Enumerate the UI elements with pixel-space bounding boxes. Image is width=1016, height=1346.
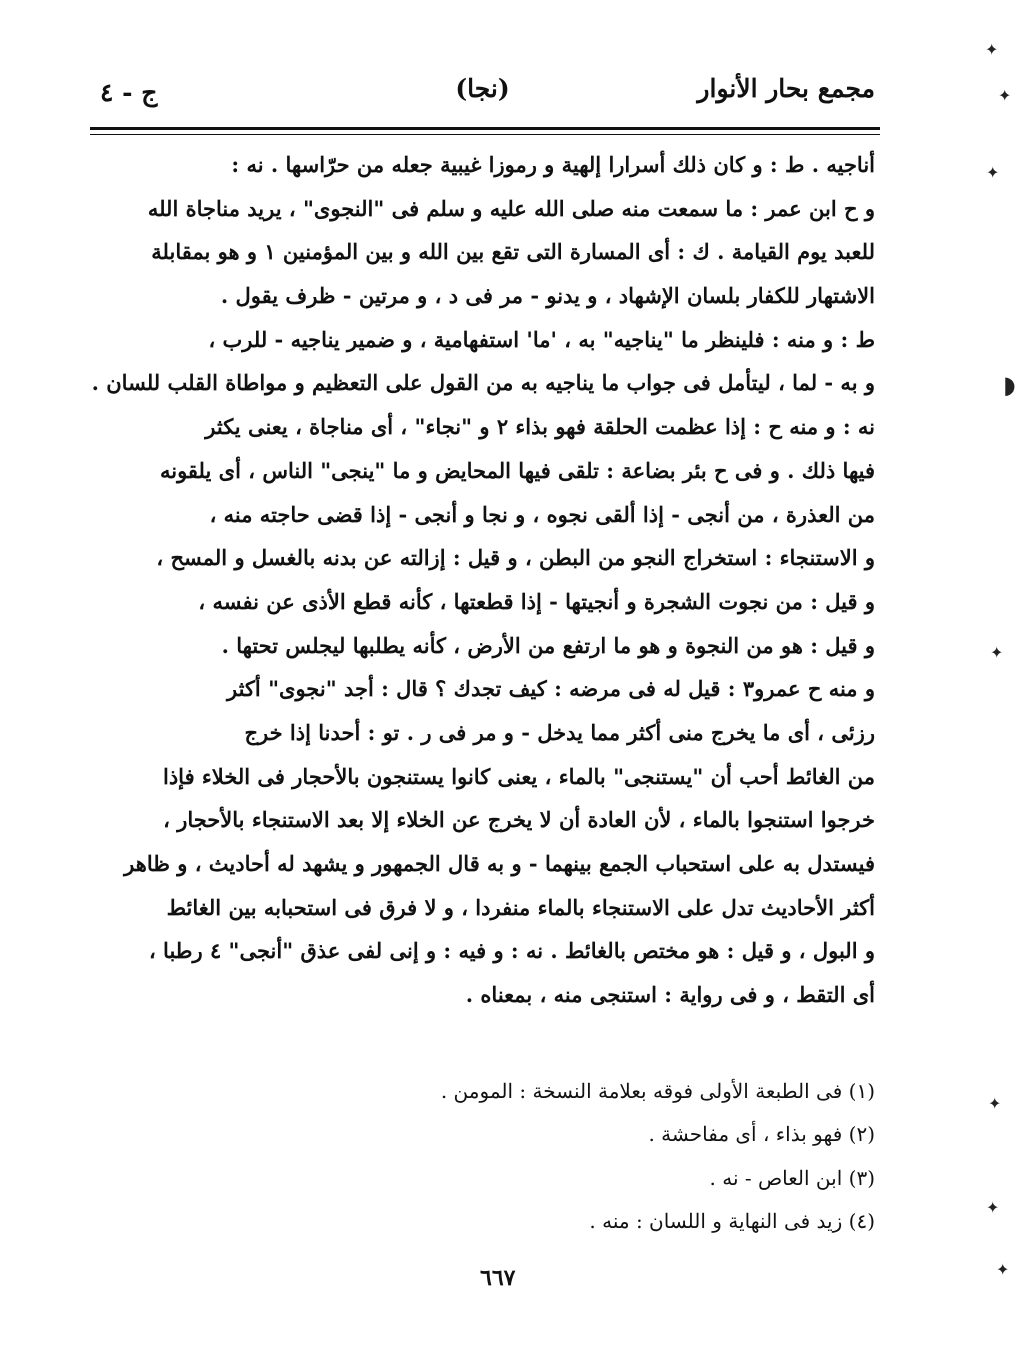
text-line: و قيل : من نجوت الشجرة و أنجيتها - إذا قطعتها ، كأنه قطع الأذى عن نفسه ، [198,588,875,614]
text-line: فيستدل به على استحباب الجمع بينهما - و به قال الجمهور و يشهد له أحاديث ، و ظاهر [124,851,875,876]
margin-mark: ✦ [996,1260,1010,1279]
margin-mark: ✦ [988,1094,1002,1113]
text-line: و البول ، و قيل : هو مختص بالغائط . نه : و فيه : و إنى لفى عذق "أنجى" ٤ رطبا ، [148,938,875,964]
book-title: مجمع بحار الأنوار [697,74,875,103]
text-line: و منه ح عمرو٣ : قيل له فى مرضه : كيف تجدك ؟ قال : أجد "نجوى" أكثر [227,676,875,702]
text-line: الاشتهار للكفار بلسان الإشهاد ، و يدنو - مر فى د ، و مرتين - ظرف يقول . [220,283,875,309]
text-line: نه : و منه ح : إذا عظمت الحلقة فهو بذاء ٢ و "نجاء" ، أى مناجاة ، يعنى يكثر [205,414,875,440]
running-header [90,72,875,122]
text-line: أى التقط ، و فى رواية : استنجى منه ، بمعناه . [465,982,875,1008]
text-line: خرجوا استنجوا بالماء ، لأن العادة أن لا يخرج عن الخلاء إلا بعد الاستنجاء بالأحجار ، [163,807,875,833]
text-line: من العذرة ، من أنجى - إذا ألقى نجوه ، و نجا و أنجى - إذا قضى حاجته منه ، [209,501,875,527]
footnote: (٤) زيد فى النهاية و اللسان : منه . [589,1208,875,1233]
text-line: رزئى ، أى ما يخرج منى أكثر مما يدخل - و مر فى ر . تو : أحدنا إذا خرج [244,719,875,745]
margin-mark: ✦ [986,163,1000,182]
text-line: أناجيه . ط : و كان ذلك أسرارا إلهية و رموزا غيبية جعله من حرّاسها . نه : [231,152,875,177]
page-number: ٦٦٧ [480,1265,516,1291]
text-line: و ح ابن عمر : ما سمعت منه صلى الله عليه و سلم فى "النجوى" ، يريد مناجاة الله [147,195,875,221]
margin-mark: ✦ [986,1198,1000,1217]
text-line: ط : و منه : فلينظر ما "يناجيه" به ، 'ما' استفهامية ، و ضمير يناجيه - للرب ، [208,326,875,352]
footnotes [300,1070,875,1243]
margin-mark: ✦ [990,643,1004,662]
main-text [91,143,875,1017]
text-line: و قيل : هو من النجوة و هو ما ارتفع من الأرض ، كأنه يطلبها ليجلس تحتها . [221,632,875,658]
margin-mark: ◗ [1003,371,1016,399]
margin-mark: ✦ [998,86,1012,105]
entry-heading: (نجا) [455,74,510,103]
text-line: أكثر الأحاديث تدل على الاستنجاء بالماء منفردا ، و لا فرق فى استحبابه بين الغائط [166,894,875,920]
header-rule-thick [90,127,880,130]
text-line: و الاستنجاء : استخراج النجو من البطن ، و قيل : إزالته عن بدنه بالغسل و المسح ، [156,545,875,571]
header-rule-thin [90,134,880,135]
margin-mark: ✦ [985,40,999,59]
text-line: فيها ذلك . و فى ح بئر بضاعة : تلقى فيها المحايض و ما "ينجى" الناس ، أى يلقونه [159,457,875,483]
text-line: للعبد يوم القيامة . ك : أى المسارة التى تقع بين الله و بين المؤمنين ١ و هو بمقابلة [151,239,875,265]
volume-label: ج - ٤ [100,78,158,107]
footnote: (٣) ابن العاص - نه . [709,1165,875,1190]
footnote: (١) فى الطبعة الأولى فوقه بعلامة النسخة : المومن . [440,1079,875,1103]
text-line: من الغائط أحب أن "يستنجى" بالماء ، يعنى كانوا يستنجون بالأحجار فى الخلاء فإذا [162,763,875,789]
footnote: (٢) فهو بذاء ، أى مفاحشة . [648,1122,875,1147]
text-line: و به - لما ، ليتأمل فى جواب ما يناجيه به من القول على التعظيم و مواطاة القلب للسان . [91,370,875,396]
